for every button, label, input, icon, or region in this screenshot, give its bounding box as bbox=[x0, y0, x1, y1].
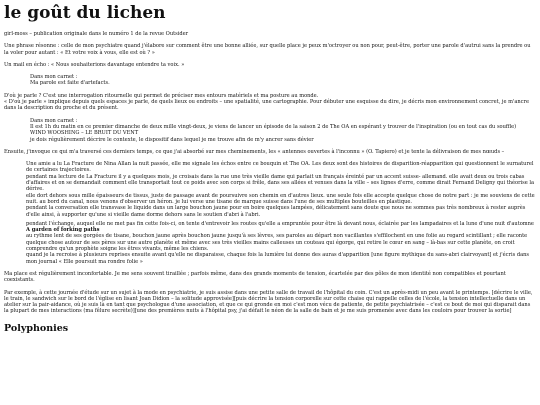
text-line: Il est 1h du matin en ce premier dimanche de deux mille vingt-deux, je viens de lancer un épisode de la saison 2 de The OA en espérant y trouver de l'inspiration (ou en tout cas du souffle) bbox=[30, 123, 517, 130]
quote-line: elle dort dehors sous mille épaisseurs de tissus, juste de passage avant de poursuivre son chemin en d'autres lieux. une seule fois elle accepte quelque chose de notre part : je me souviens de cette nuit. au bord du canal, nous venons d'observer un héron. je lui verse une tisane de marque suisse dans l'une de ses multiples bouteilles en plastique. bbox=[26, 192, 535, 205]
paragraph-1: Une phrase résonne : celle de mon psychiatre quand j'élabore sur comment être une bonne alliée, sur quelle place je peux m'octroyer ou non pour, peut-être, porter une parole d'autrui sans la prendre ou la voler pour autant : « Et votre voix à vous, elle est où ? » bbox=[4, 43, 531, 56]
text-line: Dans mon carnet : bbox=[30, 74, 78, 81]
section-heading: Polyphonies bbox=[4, 322, 69, 334]
paragraph-4 bbox=[4, 93, 535, 112]
quote-line: quand je la recroise à plusieurs reprises ensuite avant qu'elle ne disparaisse, chaque fois la lumière lui donne des auras d'apparition [une figure mythique du sans-abri clairvoyant] et j'écris dans mon journal « Elle poursuit ma rondre folie » bbox=[26, 252, 530, 265]
text-line: je dois régulièrement décrire le contexte, le dispositif dans lequel je me trouve afin de m'y ancrer sans dévier bbox=[30, 136, 314, 143]
quote-block bbox=[4, 161, 535, 265]
paragraph-7: Ma place est régulièrement inconfortable. Je me sens souvent tiraillée ; parfois même, dans des grands moments de tension, écartelée par des pôles de mon identité non compatibles et pourtant coexistants. bbox=[4, 270, 506, 284]
text-line: Ma parole est faite d'artefacts. bbox=[30, 80, 110, 87]
quote-line: pendant ma lecture de La Fracture il y a quelques mois, je croisais dans la rue une très vieille dame qui parlait un français éreinté par un accent suisse- allemand. elle avait deux ou trois cabas d'affaires et on se demandait comment elle transportait tout ce poids avec son corps si frêle, dans ses allées et venues dans la ville – ses lignes d'erre, comme dirait Fernand Deligny qui théorise la dérive. bbox=[26, 173, 535, 193]
notebook-block-2 bbox=[4, 118, 535, 143]
paragraph-2: Un mail en écho : « Nous souhaiterions davantage entendre ta voix. » bbox=[4, 61, 185, 68]
text-line: Dans mon carnet : bbox=[30, 117, 78, 124]
paragraph-8: Par exemple, à cette journée d'étude sur un sujet à la mode en psychiatrie, je suis assise dans une petite salle de travail de l'hôpital du coin. C'est un après-midi un peu avant le printemps. [décrire le ville, le train, le sandwich sur le bord de l'église en lisant Joan Didion – la solitude approvisée][puis décrire la tension corporelle sur cette chaise qui rappelle celles de l'école, la tension intellectuelle dans un atelier sur la pair-aidance, où je suis là en tant que psychologue d'une association, et que ce qui gronde en moi c'est mon vécu de patiente, de petite psychiatrisée – c'est ce bout de moi qui disparait dans la plupart de mes interactions (ma fêlure secrète)][une des premières nuits à l'hôpital psy, j'ai défait le néon de la salle de bain et je me suis promenée avec dans les couloirs pour trouver la sortie] bbox=[4, 289, 533, 315]
text-line: « D'où je parle » implique depuis quels espaces je parle, de quels lieux ou endroits – une spatialité, une cartographie. Pour débuter une esquisse du dire, je décris mon environnement concret, je m'ancre dans la description du proche et du présent. bbox=[4, 99, 529, 112]
quote-line: Une amie a lu La Fracture de Nina Allan la nuit passée, elle me signale les échos entre ce bouquin et The OA. Les deux sont des histoires de disparition-réapparition qui questionnent le surnaturel de certaines trajectoires. bbox=[26, 161, 534, 174]
quote-line: au rythme lent de ses gorgées de tisane, bouchon jaune après bouchon jaune jusqu'à ses lèvres, ses paroles au départ non vacillantes s'effilochent en une folie au regard scintillant ; elle raconte quelque chose autour de ses pères sur une autre planète et même avec ses très vieilles mains calleuses un couteau qui égorge, qui retire le cœur en sang – là-bas sur cette planète, on croit comprendre qu'un prophète soigne les êtres vivants, même les chiens. bbox=[26, 233, 528, 253]
byline: girl-moss – publication originale dans le numéro 1 de la revue Outsider bbox=[4, 31, 189, 37]
notebook-block-1 bbox=[4, 74, 535, 87]
quote-line: pendant l'échange, auquel elle ne met pas fin cette fois-ci, on tente d'entrevoir les routes qu'elle a empruntée pour être là devant nous, éclairée par les lampadaires et la lune d'une nuit d'automne bbox=[26, 220, 534, 227]
quote-heading: A garden of forking paths bbox=[26, 227, 100, 234]
text-line: D'où je parle ? C'est une interrogation ritournelle qui permet de préciser mes entours matériels et ma posture au monde. bbox=[4, 92, 319, 99]
page-title: le goût du lichen bbox=[4, 3, 166, 23]
quote-line: pendant la conversation elle transvase le liquide dans un large bouchon jaune pour en boire quelques lampées, délicatement sans doute que nous ne sommes pas très nombreux à rester auprès d'elle ainsi, à supporter qu'une si vieille dame dorme dehors sans le soutien d'abri à l'abri. bbox=[26, 205, 526, 218]
paragraph-6: Ensuite, j'invoque ce qui m'a traversé ces derniers temps, ce que j'ai absorbé sur mes cheminements, les « antennes ouvertes à l'inconnu » (O. Tapiero) et je tente la délivraison de mes nœuds – bbox=[4, 148, 505, 155]
text-line: WIND WOOSHING – LE BRUIT DU VENT bbox=[30, 130, 139, 137]
